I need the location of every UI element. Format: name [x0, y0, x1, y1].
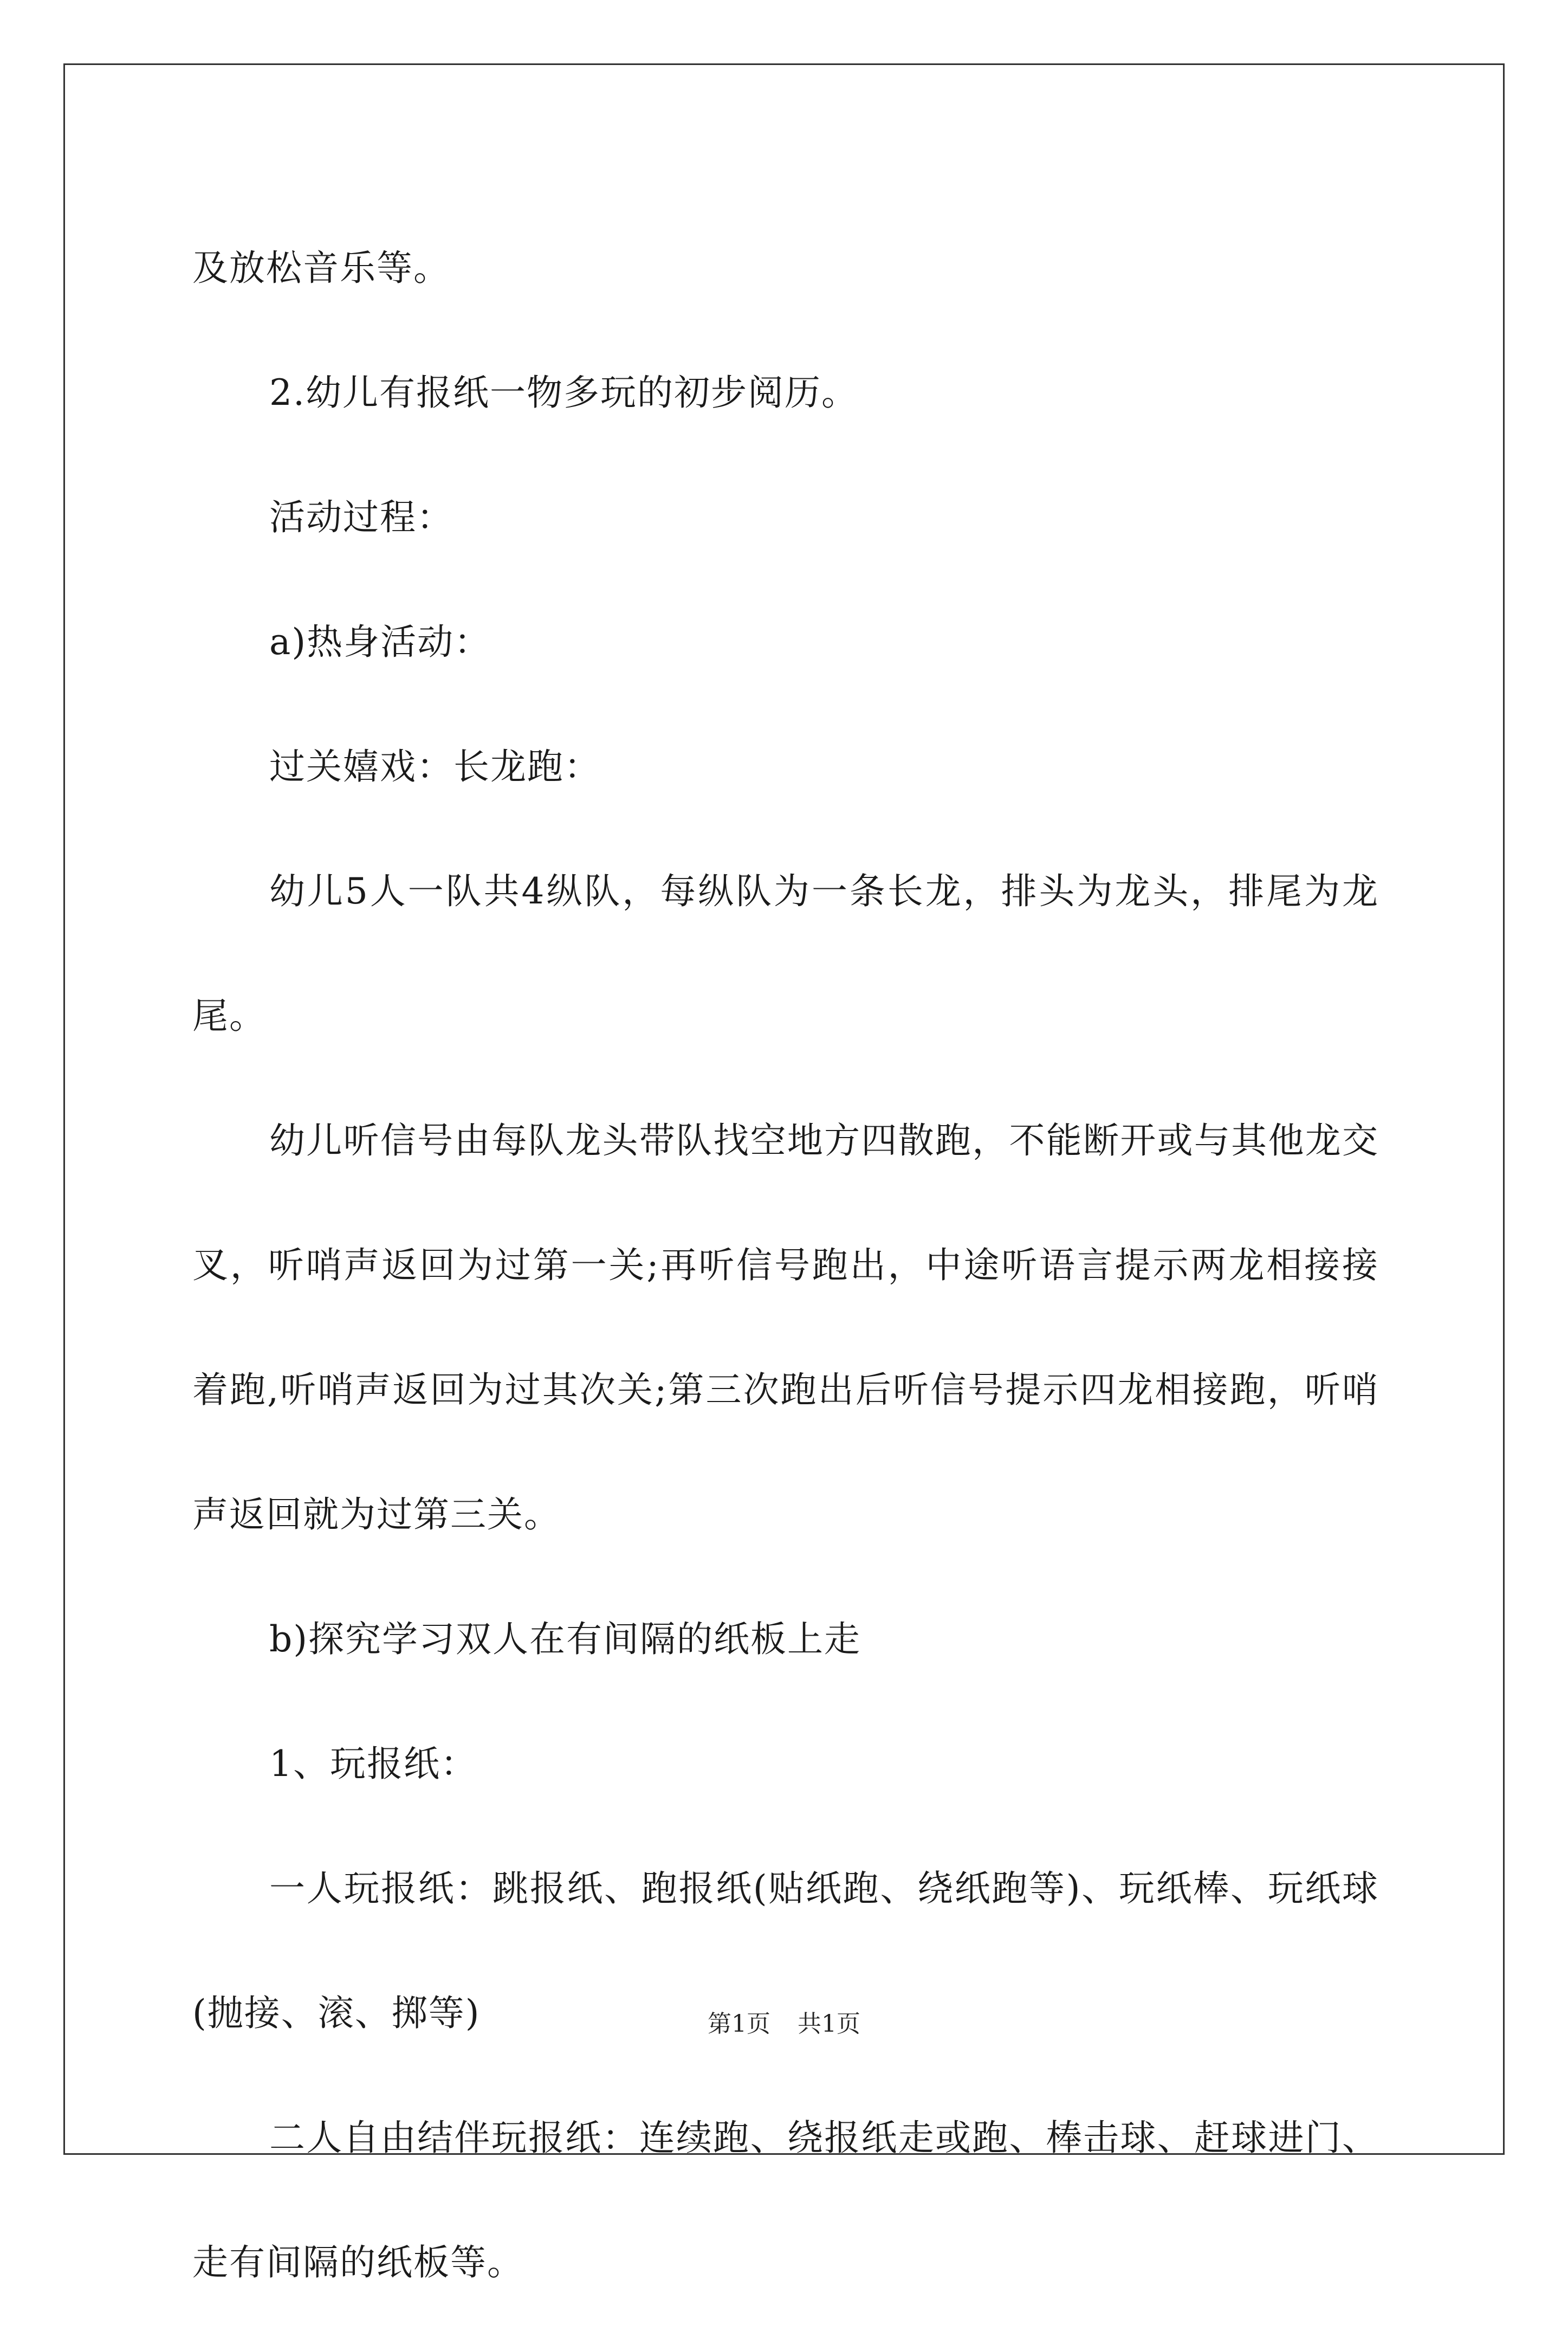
document-body: [192, 206, 1379, 2325]
page-total: 共1页: [798, 2010, 860, 2038]
page-footer: [0, 2008, 1568, 2040]
paragraph: 1、玩报纸：: [269, 1743, 477, 1785]
paragraph: 过关嬉戏：长龙跑：: [269, 746, 601, 787]
paragraph: 幼儿5人一队共4纵队，每纵队为一条长龙，排头为龙头，排尾为龙尾。: [192, 870, 1379, 1037]
paragraph: 二人自由结伴玩报纸：连续跑、绕报纸走或跑、棒击球、赶球进门、走有间隔的纸板等。: [192, 2117, 1379, 2283]
page-number: 第1页: [708, 2010, 770, 2038]
subsection-heading: b)探究学习双人在有间隔的纸板上走: [269, 1618, 861, 1660]
paragraph: 幼儿听信号由每队龙头带队找空地方四散跑，不能断开或与其他龙交叉，听哨声返回为过第一关;再听信号跑出，中途听语言提示两龙相接接着跑,听哨声返回为过其次关;第三次跑出后听信号提示四龙相接跑，听哨声返回就为过第三关。: [192, 1120, 1379, 1535]
subsection-heading: a)热身活动：: [269, 621, 491, 663]
paragraph: 2.幼儿有报纸一物多玩的初步阅历。: [269, 372, 858, 414]
paragraph: 一人玩报纸：跳报纸、跑报纸(贴纸跑、绕纸跑等)、玩纸棒、玩纸球(抛接、滚、掷等): [192, 1868, 1379, 2034]
paragraph: 及放松音乐等。: [192, 247, 450, 289]
section-heading: 活动过程：: [269, 496, 453, 538]
